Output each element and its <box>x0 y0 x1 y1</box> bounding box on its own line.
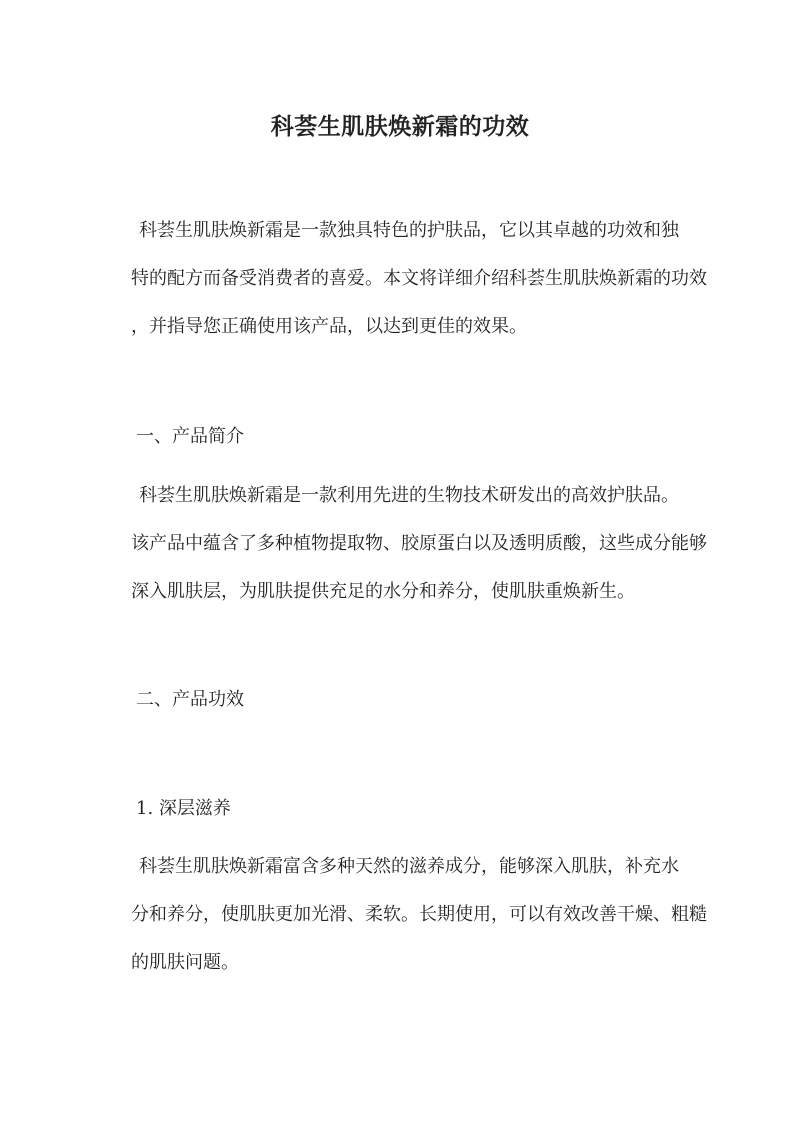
section1-paragraph <box>131 472 707 616</box>
section1-heading: 一、产品简介 <box>136 426 244 447</box>
intro-line-2: 特的配方而备受消费者的喜爱。本文将详细介绍科荟生肌肤焕新霜的功效 <box>131 268 707 289</box>
intro-line-3: ，并指导您正确使用该产品，以达到更佳的效果。 <box>131 316 527 337</box>
subsection1-line-1: 科荟生肌肤焕新霜富含多种天然的滋养成分，能够深入肌肤，补充水 <box>139 856 679 877</box>
section1-line-3: 深入肌肤层，为肌肤提供充足的水分和养分，使肌肤重焕新生。 <box>131 581 635 602</box>
section1-line-1: 科荟生肌肤焕新霜是一款利用先进的生物技术研发出的高效护肤品。 <box>139 485 679 506</box>
subsection1-paragraph <box>131 843 707 987</box>
subsection1-heading: 1. 深层滋养 <box>136 798 231 819</box>
subsection1-line-3: 的肌肤问题。 <box>131 952 239 973</box>
section1-line-2: 该产品中蕴含了多种植物提取物、胶原蛋白以及透明质酸，这些成分能够 <box>131 533 707 554</box>
document-title: 科荟生肌肤焕新霜的功效 <box>270 113 530 141</box>
intro-paragraph <box>131 207 707 351</box>
section2-heading: 二、产品功效 <box>136 689 244 710</box>
intro-line-1: 科荟生肌肤焕新霜是一款独具特色的护肤品，它以其卓越的功效和独 <box>139 220 679 241</box>
subsection1-line-2: 分和养分，使肌肤更加光滑、柔软。长期使用，可以有效改善干燥、粗糙 <box>131 904 707 925</box>
